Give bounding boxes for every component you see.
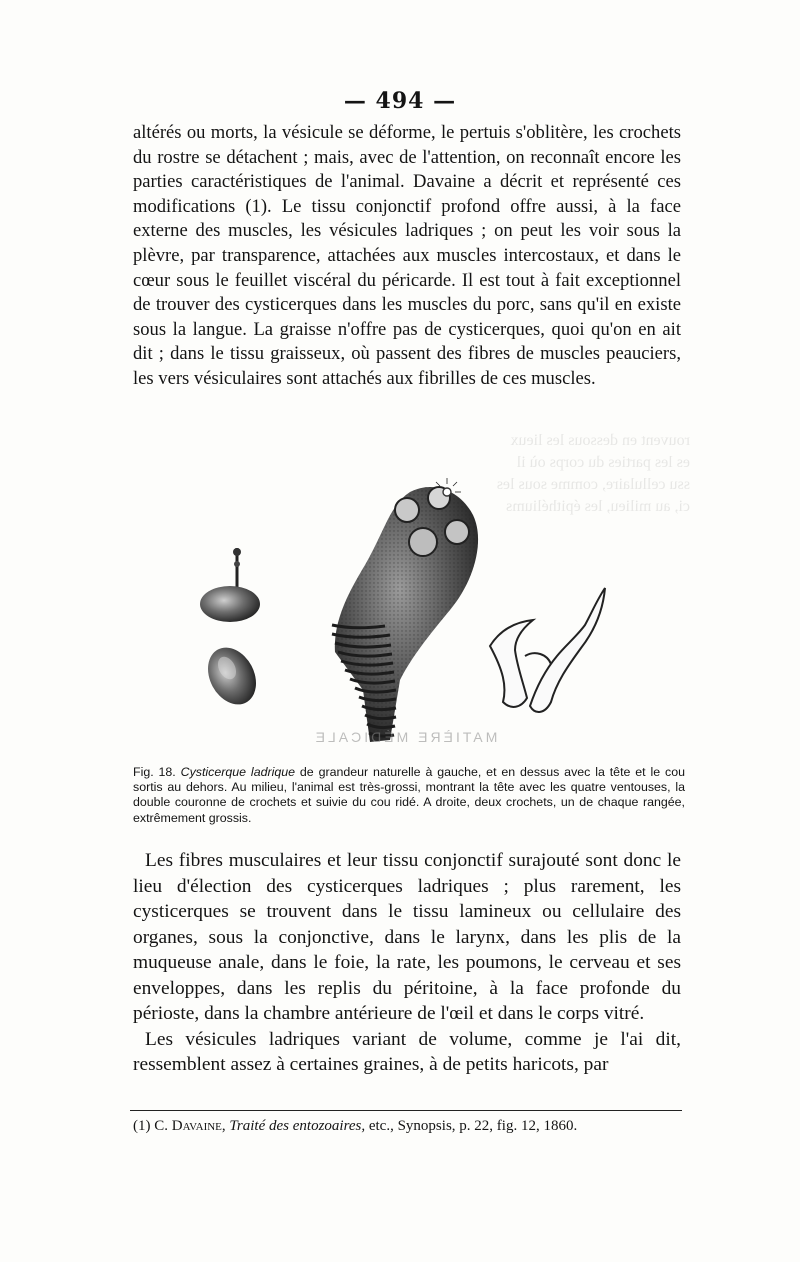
footnote [133, 1116, 693, 1136]
vesicle-natural-size [198, 639, 265, 713]
body-paragraph-bottom [133, 848, 681, 1078]
caption-label: Fig. 18. [133, 765, 176, 779]
vesicle-with-head [200, 548, 260, 622]
footnote-title: Traité des entozoaires, [229, 1118, 366, 1134]
bleed-through-text: rouvent en dessous les lieux es les parties du corps où il ssu cellulaire, comme sous les ci, au milieu, les épithéliums [496, 432, 690, 515]
page-number: — 494 — [343, 88, 457, 114]
cysticercus-illustration [185, 470, 645, 752]
figure-stamp: MATIÈRE MÉDICALE [312, 729, 498, 745]
caption-title: Cysticerque ladrique [180, 765, 296, 779]
magnified-scolex [335, 478, 478, 742]
figure-caption [133, 765, 685, 826]
paragraph-2: Les fibres musculaires et leur tissu conjonctif surajouté sont donc le lieu d'élection des cysticerques ladriques ; plus rarement, les cysticerques se trouvent dans le tissu lamineux ou cellulaire des organes, sous la conjonctive, dans le larynx, dans les plis de la muqueuse anale, dans le foie, la rate, les poumons, le cerveau et ses enveloppes, dans les replis du péritoine, à la face profonde du périoste, dans la chambre antérieure de l'œil et dans le corps vitré. [133, 850, 681, 1024]
footnote-rest: etc., Synopsis, p. 22, fig. 12, 1860. [368, 1118, 578, 1134]
footnote-marker: (1) C. [133, 1118, 168, 1134]
hooks-magnified [490, 588, 605, 712]
footnote-author: Davaine, [171, 1118, 226, 1134]
paragraph-3: Les vésicules ladriques variant de volume, comme je l'ai dit, ressemblent assez à certaines graines, à de petits haricots, par [133, 1028, 681, 1075]
footnote-rule [130, 1110, 682, 1111]
body-paragraph-top [133, 121, 681, 392]
paragraph-1: altérés ou morts, la vésicule se déforme, le pertuis s'oblitère, les crochets du rostre se détachent ; mais, avec de l'attention, on reconnaît encore les parties caractéristiques de l'animal. Davaine a décrit et représenté ces modifications (1). Le tissu conjonctif profond offre aussi, à la face externe des muscles, les vésicules ladriques ; on peut les voir sous la plèvre, par transparence, attachées aux muscles intercostaux, et dans le cœur sous le feuillet viscéral du péricarde. Il est tout à fait exceptionnel de trouver des cysticerques dans les muscles du porc, sans qu'il en existe sous la langue. La graisse n'offre pas de cysticerques, quoi qu'on en ait dit ; dans le tissu graisseux, où passent des fibres de muscles peauciers, les vers vésiculaires sont attachés aux fibrilles de ces muscles. [133, 122, 681, 389]
figure-cysticercus [185, 470, 645, 752]
caption-text: de grandeur naturelle à gauche, et en dessus avec la tête et le cou sortis au dehors. Au milieu, l'animal est très-grossi, montrant la tête avec les quatre ventouses, la double couronne de crochets et suivie du cou ridé. A droite, deux crochets, un de chaque rangée, extrêmement grossis. [133, 765, 685, 825]
